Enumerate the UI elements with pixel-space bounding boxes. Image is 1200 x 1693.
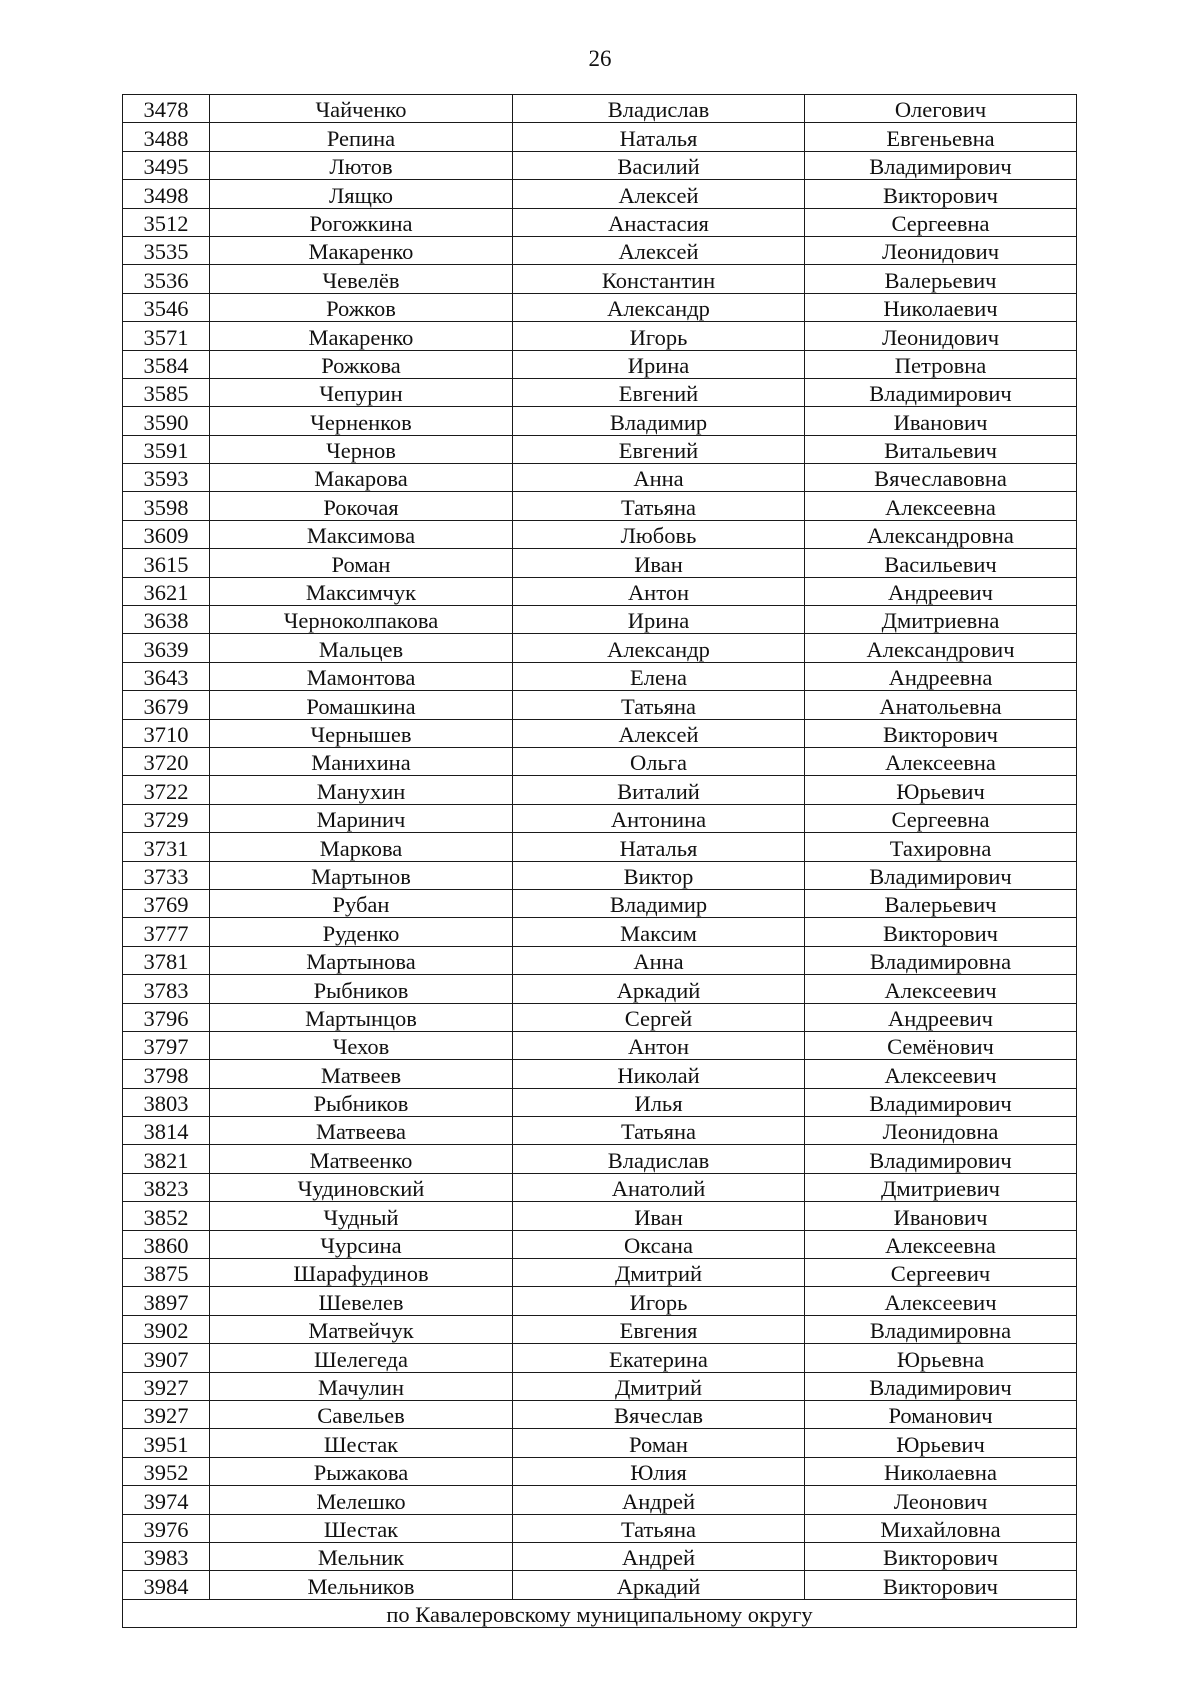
patronymic-cell: Евгеньевна (805, 123, 1077, 151)
record-number-cell: 3974 (123, 1486, 210, 1514)
first-name-cell: Игорь (513, 1287, 805, 1315)
last-name-cell: Манихина (210, 747, 513, 775)
patronymic-cell: Иванович (805, 407, 1077, 435)
last-name-cell: Матвейчук (210, 1315, 513, 1343)
patronymic-cell: Владимирович (805, 378, 1077, 406)
last-name-cell: Мамонтова (210, 662, 513, 690)
table-row (123, 322, 1077, 350)
record-number-cell: 3536 (123, 265, 210, 293)
record-number-cell: 3781 (123, 946, 210, 974)
table-row (123, 549, 1077, 577)
first-name-cell: Максим (513, 918, 805, 946)
last-name-cell: Чурсина (210, 1230, 513, 1258)
last-name-cell: Максимчук (210, 577, 513, 605)
patronymic-cell: Витальевич (805, 435, 1077, 463)
first-name-cell: Андрей (513, 1542, 805, 1570)
record-number-cell: 3593 (123, 464, 210, 492)
first-name-cell: Виталий (513, 776, 805, 804)
patronymic-cell: Семёнович (805, 1031, 1077, 1059)
patronymic-cell: Викторович (805, 1571, 1077, 1599)
last-name-cell: Мартынова (210, 946, 513, 974)
table-row (123, 776, 1077, 804)
last-name-cell: Савельев (210, 1400, 513, 1428)
table-row (123, 1173, 1077, 1201)
patronymic-cell: Сергеевич (805, 1259, 1077, 1287)
record-number-cell: 3488 (123, 123, 210, 151)
first-name-cell: Наталья (513, 123, 805, 151)
record-number-cell: 3783 (123, 975, 210, 1003)
table-row (123, 492, 1077, 520)
last-name-cell: Рыбников (210, 975, 513, 1003)
patronymic-cell: Юрьевич (805, 776, 1077, 804)
last-name-cell: Максимова (210, 520, 513, 548)
patronymic-cell: Александровна (805, 520, 1077, 548)
table-row (123, 1003, 1077, 1031)
footer-row (123, 1599, 1077, 1627)
patronymic-cell: Владимировна (805, 946, 1077, 974)
patronymic-cell: Викторович (805, 918, 1077, 946)
patronymic-cell: Олегович (805, 95, 1077, 123)
table-row (123, 662, 1077, 690)
patronymic-cell: Андреевна (805, 662, 1077, 690)
first-name-cell: Ирина (513, 350, 805, 378)
first-name-cell: Сергей (513, 1003, 805, 1031)
table-row (123, 123, 1077, 151)
table-row (123, 1315, 1077, 1343)
table-row (123, 151, 1077, 179)
first-name-cell: Роман (513, 1429, 805, 1457)
patronymic-cell: Васильевич (805, 549, 1077, 577)
first-name-cell: Андрей (513, 1486, 805, 1514)
table-row (123, 520, 1077, 548)
table-row (123, 861, 1077, 889)
record-number-cell: 3722 (123, 776, 210, 804)
first-name-cell: Ирина (513, 606, 805, 634)
record-number-cell: 3710 (123, 719, 210, 747)
first-name-cell: Алексей (513, 236, 805, 264)
table-row (123, 833, 1077, 861)
table-row (123, 1344, 1077, 1372)
patronymic-cell: Алексеевич (805, 1287, 1077, 1315)
first-name-cell: Вячеслав (513, 1400, 805, 1428)
patronymic-cell: Владимирович (805, 861, 1077, 889)
last-name-cell: Рыбников (210, 1088, 513, 1116)
table-row (123, 464, 1077, 492)
last-name-cell: Макаренко (210, 322, 513, 350)
last-name-cell: Шарафудинов (210, 1259, 513, 1287)
record-number-cell: 3927 (123, 1400, 210, 1428)
footer-text: по Кавалеровскому муниципальному округу (123, 1599, 1077, 1627)
record-number-cell: 3591 (123, 435, 210, 463)
patronymic-cell: Леонович (805, 1486, 1077, 1514)
record-number-cell: 3609 (123, 520, 210, 548)
table-row (123, 1060, 1077, 1088)
patronymic-cell: Тахировна (805, 833, 1077, 861)
last-name-cell: Матвеенко (210, 1145, 513, 1173)
roster-table (122, 94, 1077, 1628)
last-name-cell: Макарова (210, 464, 513, 492)
patronymic-cell: Владимирович (805, 1088, 1077, 1116)
table-row (123, 804, 1077, 832)
record-number-cell: 3729 (123, 804, 210, 832)
patronymic-cell: Михайловна (805, 1514, 1077, 1542)
patronymic-cell: Николаевич (805, 293, 1077, 321)
table-row (123, 1259, 1077, 1287)
first-name-cell: Елена (513, 662, 805, 690)
table-row (123, 1400, 1077, 1428)
last-name-cell: Чевелёв (210, 265, 513, 293)
first-name-cell: Игорь (513, 322, 805, 350)
last-name-cell: Шестак (210, 1514, 513, 1542)
first-name-cell: Юлия (513, 1457, 805, 1485)
patronymic-cell: Вячеславовна (805, 464, 1077, 492)
record-number-cell: 3983 (123, 1542, 210, 1570)
last-name-cell: Мартынцов (210, 1003, 513, 1031)
patronymic-cell: Сергеевна (805, 804, 1077, 832)
table-row (123, 918, 1077, 946)
last-name-cell: Шелегеда (210, 1344, 513, 1372)
last-name-cell: Чернышев (210, 719, 513, 747)
record-number-cell: 3679 (123, 691, 210, 719)
table-row (123, 1372, 1077, 1400)
record-number-cell: 3927 (123, 1372, 210, 1400)
last-name-cell: Роман (210, 549, 513, 577)
first-name-cell: Владислав (513, 1145, 805, 1173)
patronymic-cell: Алексеевич (805, 1060, 1077, 1088)
record-number-cell: 3976 (123, 1514, 210, 1542)
record-number-cell: 3512 (123, 208, 210, 236)
table-row (123, 95, 1077, 123)
last-name-cell: Чехов (210, 1031, 513, 1059)
record-number-cell: 3907 (123, 1344, 210, 1372)
table-row (123, 407, 1077, 435)
table-row (123, 265, 1077, 293)
table-row (123, 634, 1077, 662)
first-name-cell: Анастасия (513, 208, 805, 236)
first-name-cell: Дмитрий (513, 1372, 805, 1400)
last-name-cell: Макаренко (210, 236, 513, 264)
patronymic-cell: Дмитриевна (805, 606, 1077, 634)
last-name-cell: Мачулин (210, 1372, 513, 1400)
last-name-cell: Черноколпакова (210, 606, 513, 634)
table-row (123, 577, 1077, 605)
record-number-cell: 3571 (123, 322, 210, 350)
patronymic-cell: Андреевич (805, 1003, 1077, 1031)
first-name-cell: Владимир (513, 889, 805, 917)
patronymic-cell: Викторович (805, 719, 1077, 747)
record-number-cell: 3769 (123, 889, 210, 917)
table-row (123, 1457, 1077, 1485)
table-row (123, 1287, 1077, 1315)
patronymic-cell: Алексеевна (805, 747, 1077, 775)
last-name-cell: Лютов (210, 151, 513, 179)
last-name-cell: Чайченко (210, 95, 513, 123)
table-row (123, 606, 1077, 634)
patronymic-cell: Иванович (805, 1202, 1077, 1230)
last-name-cell: Чудный (210, 1202, 513, 1230)
record-number-cell: 3720 (123, 747, 210, 775)
record-number-cell: 3823 (123, 1173, 210, 1201)
record-number-cell: 3495 (123, 151, 210, 179)
first-name-cell: Наталья (513, 833, 805, 861)
record-number-cell: 3897 (123, 1287, 210, 1315)
record-number-cell: 3796 (123, 1003, 210, 1031)
table-row (123, 1202, 1077, 1230)
last-name-cell: Матвеева (210, 1117, 513, 1145)
patronymic-cell: Юрьевич (805, 1429, 1077, 1457)
first-name-cell: Любовь (513, 520, 805, 548)
first-name-cell: Аркадий (513, 975, 805, 1003)
record-number-cell: 3584 (123, 350, 210, 378)
patronymic-cell: Дмитриевич (805, 1173, 1077, 1201)
record-number-cell: 3798 (123, 1060, 210, 1088)
last-name-cell: Шестак (210, 1429, 513, 1457)
first-name-cell: Константин (513, 265, 805, 293)
record-number-cell: 3639 (123, 634, 210, 662)
patronymic-cell: Леонидович (805, 236, 1077, 264)
table-row (123, 889, 1077, 917)
first-name-cell: Анна (513, 946, 805, 974)
table-row (123, 1117, 1077, 1145)
roster-body (123, 95, 1077, 1600)
first-name-cell: Владимир (513, 407, 805, 435)
first-name-cell: Алексей (513, 719, 805, 747)
record-number-cell: 3615 (123, 549, 210, 577)
record-number-cell: 3478 (123, 95, 210, 123)
patronymic-cell: Алексеевич (805, 975, 1077, 1003)
page-number: 26 (588, 46, 612, 71)
first-name-cell: Аркадий (513, 1571, 805, 1599)
patronymic-cell: Петровна (805, 350, 1077, 378)
first-name-cell: Анна (513, 464, 805, 492)
record-number-cell: 3585 (123, 378, 210, 406)
last-name-cell: Мальцев (210, 634, 513, 662)
last-name-cell: Рубан (210, 889, 513, 917)
first-name-cell: Алексей (513, 180, 805, 208)
table-row (123, 1429, 1077, 1457)
last-name-cell: Маринич (210, 804, 513, 832)
first-name-cell: Александр (513, 634, 805, 662)
patronymic-cell: Александрович (805, 634, 1077, 662)
first-name-cell: Николай (513, 1060, 805, 1088)
first-name-cell: Татьяна (513, 691, 805, 719)
patronymic-cell: Владимирович (805, 1145, 1077, 1173)
record-number-cell: 3984 (123, 1571, 210, 1599)
last-name-cell: Мельник (210, 1542, 513, 1570)
patronymic-cell: Викторович (805, 180, 1077, 208)
first-name-cell: Оксана (513, 1230, 805, 1258)
first-name-cell: Евгений (513, 378, 805, 406)
record-number-cell: 3951 (123, 1429, 210, 1457)
record-number-cell: 3546 (123, 293, 210, 321)
patronymic-cell: Юрьевна (805, 1344, 1077, 1372)
record-number-cell: 3598 (123, 492, 210, 520)
table-row (123, 1514, 1077, 1542)
record-number-cell: 3797 (123, 1031, 210, 1059)
first-name-cell: Татьяна (513, 1514, 805, 1542)
last-name-cell: Рокочая (210, 492, 513, 520)
table-row (123, 975, 1077, 1003)
first-name-cell: Татьяна (513, 492, 805, 520)
last-name-cell: Черненков (210, 407, 513, 435)
last-name-cell: Чернов (210, 435, 513, 463)
table-row (123, 1145, 1077, 1173)
table-row (123, 1031, 1077, 1059)
last-name-cell: Рожкова (210, 350, 513, 378)
last-name-cell: Манухин (210, 776, 513, 804)
table-row (123, 946, 1077, 974)
first-name-cell: Василий (513, 151, 805, 179)
table-row (123, 293, 1077, 321)
last-name-cell: Мартынов (210, 861, 513, 889)
first-name-cell: Иван (513, 549, 805, 577)
last-name-cell: Рожков (210, 293, 513, 321)
last-name-cell: Рогожкина (210, 208, 513, 236)
last-name-cell: Чудиновский (210, 1173, 513, 1201)
record-number-cell: 3875 (123, 1259, 210, 1287)
table-row (123, 236, 1077, 264)
record-number-cell: 3952 (123, 1457, 210, 1485)
patronymic-cell: Сергеевна (805, 208, 1077, 236)
record-number-cell: 3860 (123, 1230, 210, 1258)
patronymic-cell: Романович (805, 1400, 1077, 1428)
last-name-cell: Рыжакова (210, 1457, 513, 1485)
record-number-cell: 3590 (123, 407, 210, 435)
record-number-cell: 3621 (123, 577, 210, 605)
first-name-cell: Татьяна (513, 1117, 805, 1145)
patronymic-cell: Валерьевич (805, 889, 1077, 917)
first-name-cell: Антонина (513, 804, 805, 832)
table-row (123, 747, 1077, 775)
last-name-cell: Мелешко (210, 1486, 513, 1514)
last-name-cell: Лящко (210, 180, 513, 208)
table-row (123, 719, 1077, 747)
first-name-cell: Ольга (513, 747, 805, 775)
patronymic-cell: Анатольевна (805, 691, 1077, 719)
first-name-cell: Дмитрий (513, 1259, 805, 1287)
patronymic-cell: Алексеевна (805, 492, 1077, 520)
patronymic-cell: Владимирович (805, 151, 1077, 179)
patronymic-cell: Викторович (805, 1542, 1077, 1570)
patronymic-cell: Алексеевна (805, 1230, 1077, 1258)
record-number-cell: 3852 (123, 1202, 210, 1230)
first-name-cell: Антон (513, 1031, 805, 1059)
table-row (123, 1230, 1077, 1258)
last-name-cell: Репина (210, 123, 513, 151)
record-number-cell: 3821 (123, 1145, 210, 1173)
table-row (123, 1571, 1077, 1599)
first-name-cell: Антон (513, 577, 805, 605)
record-number-cell: 3498 (123, 180, 210, 208)
record-number-cell: 3814 (123, 1117, 210, 1145)
record-number-cell: 3638 (123, 606, 210, 634)
last-name-cell: Ромашкина (210, 691, 513, 719)
last-name-cell: Руденко (210, 918, 513, 946)
first-name-cell: Евгения (513, 1315, 805, 1343)
patronymic-cell: Владимирович (805, 1372, 1077, 1400)
patronymic-cell: Владимировна (805, 1315, 1077, 1343)
first-name-cell: Александр (513, 293, 805, 321)
record-number-cell: 3643 (123, 662, 210, 690)
record-number-cell: 3803 (123, 1088, 210, 1116)
table-row (123, 691, 1077, 719)
record-number-cell: 3535 (123, 236, 210, 264)
record-number-cell: 3731 (123, 833, 210, 861)
first-name-cell: Екатерина (513, 1344, 805, 1372)
first-name-cell: Владислав (513, 95, 805, 123)
patronymic-cell: Андреевич (805, 577, 1077, 605)
first-name-cell: Анатолий (513, 1173, 805, 1201)
record-number-cell: 3733 (123, 861, 210, 889)
record-number-cell: 3902 (123, 1315, 210, 1343)
table-row (123, 1486, 1077, 1514)
patronymic-cell: Николаевна (805, 1457, 1077, 1485)
first-name-cell: Илья (513, 1088, 805, 1116)
table-row (123, 1542, 1077, 1570)
last-name-cell: Маркова (210, 833, 513, 861)
last-name-cell: Шевелев (210, 1287, 513, 1315)
patronymic-cell: Леонидович (805, 322, 1077, 350)
last-name-cell: Матвеев (210, 1060, 513, 1088)
table-row (123, 1088, 1077, 1116)
first-name-cell: Евгений (513, 435, 805, 463)
last-name-cell: Чепурин (210, 378, 513, 406)
table-row (123, 208, 1077, 236)
table-row (123, 378, 1077, 406)
table-row (123, 350, 1077, 378)
table-row (123, 180, 1077, 208)
first-name-cell: Виктор (513, 861, 805, 889)
patronymic-cell: Леонидовна (805, 1117, 1077, 1145)
first-name-cell: Иван (513, 1202, 805, 1230)
patronymic-cell: Валерьевич (805, 265, 1077, 293)
record-number-cell: 3777 (123, 918, 210, 946)
last-name-cell: Мельников (210, 1571, 513, 1599)
table-row (123, 435, 1077, 463)
